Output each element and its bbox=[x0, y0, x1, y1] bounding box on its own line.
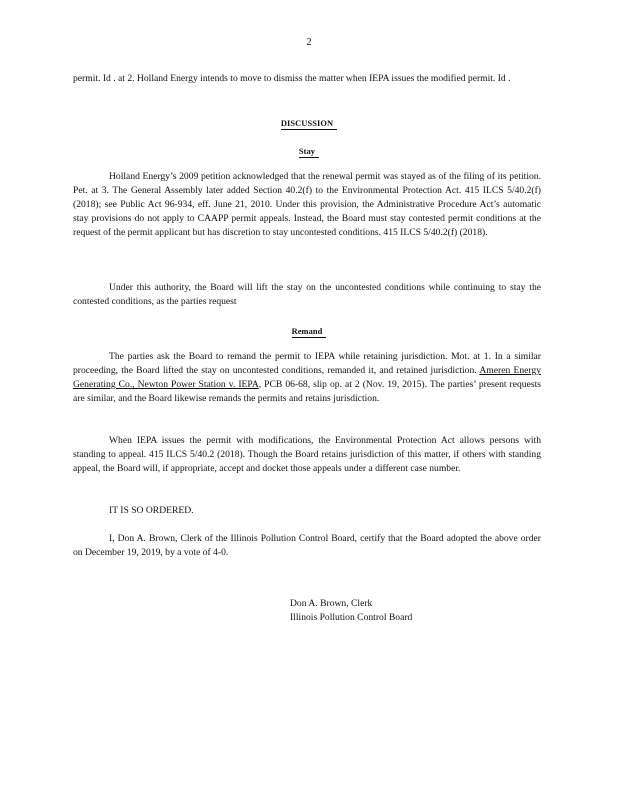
order-paragraph bbox=[73, 504, 541, 518]
signature-org: Illinois Pollution Control Board bbox=[290, 612, 413, 623]
order-text: IT IS SO ORDERED. bbox=[109, 505, 194, 516]
stay-paragraph-2 bbox=[73, 281, 541, 309]
remand-para1-after: , PCB 06-68, slip op. at 2 (Nov. 19, 2015). The parties’ present requests are similar, and the Board likewise remands the permits and retains jurisdiction. bbox=[73, 379, 541, 404]
remand-para1-before: The parties ask the Board to remand the permit to IEPA while retaining jurisdiction. Mot. at 1. In a similar proceeding, the Board lifted the stay on uncontested conditions, remanded it, and retained jurisdiction. bbox=[73, 351, 541, 376]
remand-paragraph-1 bbox=[73, 350, 541, 406]
stay-heading-text: Stay bbox=[299, 146, 319, 158]
intro-text: permit. Id . at 2. Holland Energy intends to move to dismiss the matter when IEPA issues the modified permit. Id . bbox=[73, 73, 511, 84]
discussion-heading bbox=[0, 117, 618, 131]
intro-paragraph bbox=[73, 72, 541, 86]
discussion-heading-text: DISCUSSION bbox=[281, 118, 337, 130]
stay-paragraph-1 bbox=[73, 170, 541, 240]
certification-paragraph bbox=[73, 532, 541, 560]
remand-paragraph-1-text bbox=[73, 350, 541, 406]
remand-heading-text: Remand bbox=[292, 326, 327, 338]
certification-text: I, Don A. Brown, Clerk of the Illinois Pollution Control Board, certify that the Board adopted the above order on December 19, 2019, by a vote of 4-0. bbox=[73, 533, 541, 558]
remand-heading bbox=[0, 325, 618, 339]
stay-paragraph-2-text: Under this authority, the Board will lift the stay on the uncontested conditions while continuing to stay the contested conditions, as the parties request bbox=[73, 282, 541, 307]
stay-heading bbox=[0, 145, 618, 159]
remand-paragraph-2 bbox=[73, 434, 541, 476]
case-citation: Ameren Energy Generating Co., Newton Power Station v. IEPA bbox=[73, 365, 542, 390]
stay-paragraph-1-text: Holland Energy’s 2009 petition acknowledged that the renewal permit was stayed as of the filing of its petition. Pet. at 3. The General Assembly later added Section 40.2(f) to the Environmental Protection Act. 415 ILCS 5/40.2(f) (2018); see Public Act 96-934, eff. June 21, 2010. Under this provision, the Administrative Procedure Act’s automatic stay provisions do not apply to CAAPP permit appeals. Instead, the Board must stay contested permit conditions at the request of the permit applicant but has discretion to stay uncontested conditions. 415 ILCS 5/40.2(f) (2018). bbox=[73, 171, 541, 238]
signature-name: Don A. Brown, Clerk bbox=[290, 598, 373, 609]
remand-paragraph-2-text: When IEPA issues the permit with modifications, the Environmental Protection Act allows persons with standing to appeal. 415 ILCS 5/40.2 (2018). Though the Board retains jurisdiction of this matter, if others with standing appeal, the Board will, if appropriate, accept and docket those appeals under a different case number. bbox=[73, 435, 541, 474]
page-number: 2 bbox=[306, 37, 312, 48]
